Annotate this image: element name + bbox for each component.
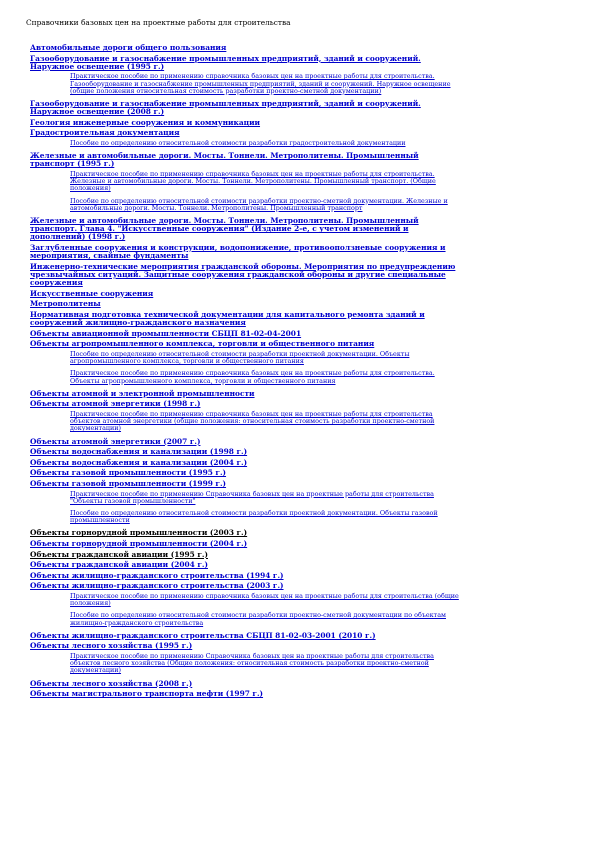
sub-entry-link[interactable]: Практическое пособие по применению справочника базовых цен на проектные работы для строительства. Газооборудование и газоснабжение промышленных предприятий, зданий и сооружений. Наружное освещение (общие положения относительная стоимость разработки проектно-сметной документации) (70, 72, 451, 95)
catalog-entry-link[interactable]: Объекты лесного хозяйства (1995 г.) (30, 641, 193, 651)
catalog-entry-link[interactable]: Объекты агропромышленного комплекса, торговли и общественного питания (30, 339, 375, 349)
catalog-entry-link[interactable]: Объекты атомной энергетики (2007 г.) (30, 436, 201, 446)
catalog-entry-text: Объекты горнорудной промышленности (2003 г.) (30, 528, 248, 538)
sub-entry-link[interactable]: Пособие по определению относительной стоимости разработки проектно-сметной документации. Железные и автомобильные дороги. Мосты. Тоннели. Метрополитены. Промышленный транспорт (70, 196, 448, 212)
catalog-entry-link[interactable]: Объекты горнорудной промышленности (2004 г.) (30, 538, 248, 548)
catalog-entry-link[interactable]: Объекты газовой промышленности (1995 г.) (30, 468, 227, 478)
catalog-entry-link[interactable]: Метрополитены (30, 299, 101, 309)
catalog-entry-link[interactable]: Геология инженерные сооружения и коммуникации (30, 117, 261, 127)
catalog-entry-link[interactable]: Объекты атомной и электронной промышленности (30, 388, 255, 398)
sub-entry-link[interactable]: Пособие по определению относительной стоимости разработки градостроительной документации (70, 138, 406, 147)
catalog-entry-link[interactable]: Нормативная подготовка технической документации для капитального ремонта зданий и сооружений жилищно-гражданского назначения (30, 309, 425, 328)
catalog-entry-link[interactable]: Объекты лесного хозяйства (2008 г.) (30, 678, 193, 688)
catalog-entry-link[interactable]: Объекты жилищно-гражданского строительства (2003 г.) (30, 581, 284, 591)
catalog-entry-link[interactable]: Градостроительная документация (30, 128, 180, 138)
sub-entry-link[interactable]: Практическое пособие по применению справочника базовых цен на проектные работы для строительства (общие положения) (70, 591, 459, 608)
sub-entry-link[interactable]: Практическое пособие по применению Справочника базовых цен на проектные работы для строительства "Объекты газовой промышленности" (70, 489, 434, 505)
catalog-entry-link[interactable]: Объекты магистрального транспорта нефти (1997 г.) (30, 689, 264, 699)
catalog-entry-link[interactable]: Объекты водоснабжения и канализации (1998 г.) (30, 447, 248, 457)
sub-entry-link[interactable]: Пособие по определению относительной стоимости разработки проектной документации. Объекты газовой промышленности (70, 508, 438, 525)
catalog-entry-link[interactable]: Автомобильные дороги общего пользования (30, 43, 227, 52)
sub-entry-link[interactable]: Практическое пособие по применению справочника базовых цен на проектные работы для строительства. Железные и автомобильные дороги. Мосты. Тоннели. Метрополитены. Промышленный транспорт. (Общие положения) (70, 169, 436, 193)
catalog-entry-link[interactable]: Объекты водоснабжения и канализации (2004 г.) (30, 457, 248, 467)
catalog-entry-link[interactable]: Газооборудование и газоснабжение промышленных предприятий, зданий и сооружений. Наружное освещение (2008 г.) (30, 99, 421, 117)
reference-list (30, 44, 462, 701)
catalog-entry-link[interactable]: Объекты газовой промышленности (1999 г.) (30, 478, 227, 488)
sub-entry-link[interactable]: Пособие по определению относительной стоимости разработки проектно-сметной документации по объектам жилищно-гражданского строительства (70, 611, 446, 627)
sub-entry-link[interactable]: Практическое пособие по применению Справочника базовых цен на проектные работы для строительства объектов лесного хозяйства (Общие положения: относительная стоимость разработки проектно-сметной документации) (70, 651, 434, 675)
catalog-entry-link[interactable]: Газооборудование и газоснабжение промышленных предприятий, зданий и сооружений. Наружное освещение (1995 г.) (30, 53, 421, 71)
sub-entry-link[interactable]: Практическое пособие по применению справочника базовых цен на проектные работы для строительства объектов атомной энергетики (общие положения: относительная стоимость разработки проектно-сметной документации) (70, 409, 435, 433)
catalog-entry-text: Объекты гражданской авиации (1995 г.) (30, 549, 208, 559)
sub-entry-link[interactable]: Практическое пособие по применению справочника базовых цен на проектные работы для строительства. Объекты агропромышленного комплекса, торговли и общественного питания (70, 369, 435, 385)
catalog-entry-link[interactable]: Объекты жилищно-гражданского строительства (1994 г.) (30, 570, 284, 580)
page-title: Справочники базовых цен на проектные работы для строительства (26, 18, 291, 27)
catalog-entry-link[interactable]: Объекты гражданской авиации (2004 г.) (30, 560, 208, 570)
catalog-entry-link[interactable]: Заглубленные сооружения и конструкции, водопонижение, противооползневые сооружения и мероприятия, свайные фундаменты (30, 243, 446, 261)
catalog-entry-link[interactable]: Объекты атомной энергетики (1998 г.) (30, 399, 201, 409)
sub-entry-link[interactable]: Пособие по определению относительной стоимости разработки проектной документации. Объекты агропромышленного комплекса, торговли и общественного питания (70, 349, 410, 366)
catalog-entry-link[interactable]: Объекты жилищно-гражданского строительства СБЦП 81-02-03-2001 (2010 г.) (30, 630, 376, 640)
catalog-entry-link[interactable]: Объекты авиационной промышленности СБЦП 81-02-04-2001 (30, 328, 302, 338)
catalog-entry-link[interactable]: Инженерно-технические мероприятия гражданской обороны. Мероприятия по предупреждению чрезвычайных ситуаций. Защитные сооружения гражданской обороны и другие специальные сооружения (30, 261, 456, 288)
catalog-entry-link[interactable]: Искусственные сооружения (30, 288, 154, 298)
catalog-entry-link[interactable]: Железные и автомобильные дороги. Мосты. Тоннели. Метрополитены. Промышленный транспорт (1995 г.) (30, 151, 419, 169)
catalog-entry-link[interactable]: Железные и автомобильные дороги. Мосты. Тоннели. Метрополитены. Промышленный транспорт. Глава 4. "Искусственные сооружения" (Издание 2-е, с учетом изменений и дополнений) (1998 г.) (30, 216, 419, 242)
